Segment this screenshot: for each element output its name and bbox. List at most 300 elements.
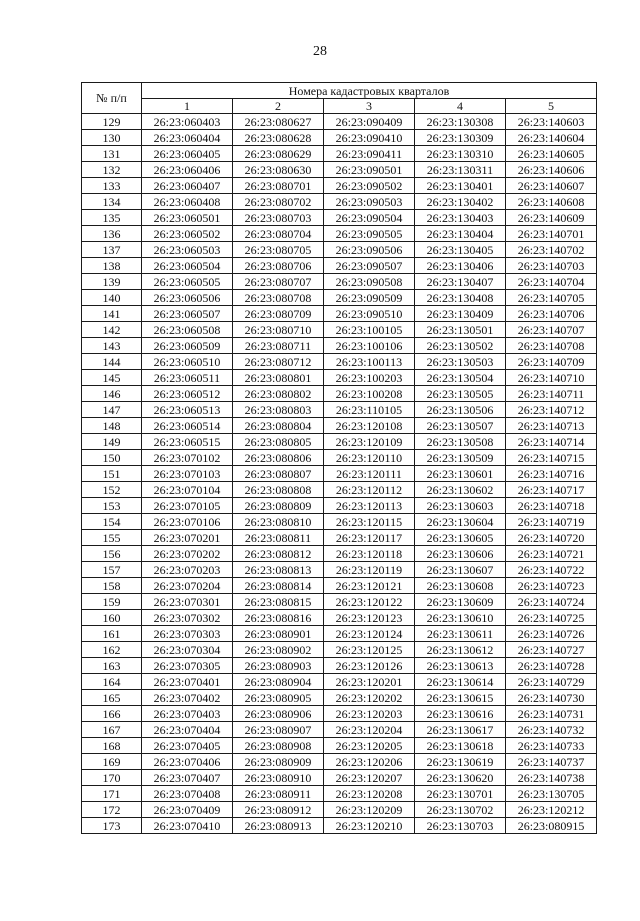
quarter-cell-col1: 26:23:060501 [142, 210, 233, 226]
quarter-cell-col5: 26:23:080915 [506, 818, 597, 834]
row-number-cell: 142 [82, 322, 142, 338]
quarter-cell-col1: 26:23:060513 [142, 402, 233, 418]
quarter-cell-col2: 26:23:080805 [233, 434, 324, 450]
row-number-cell: 168 [82, 738, 142, 754]
row-number-cell: 135 [82, 210, 142, 226]
quarter-cell-col1: 26:23:060502 [142, 226, 233, 242]
row-number-cell: 144 [82, 354, 142, 370]
quarter-cell-col3: 26:23:120123 [324, 610, 415, 626]
quarter-cell-col1: 26:23:070106 [142, 514, 233, 530]
quarter-cell-col1: 26:23:060403 [142, 114, 233, 130]
quarter-cell-col4: 26:23:130507 [415, 418, 506, 434]
quarter-cell-col4: 26:23:130504 [415, 370, 506, 386]
row-number-cell: 129 [82, 114, 142, 130]
quarter-cell-col2: 26:23:080630 [233, 162, 324, 178]
quarter-cell-col2: 26:23:080901 [233, 626, 324, 642]
quarter-cell-col4: 26:23:130612 [415, 642, 506, 658]
row-number-cell: 155 [82, 530, 142, 546]
quarter-cell-col3: 26:23:120115 [324, 514, 415, 530]
quarter-cell-col1: 26:23:070404 [142, 722, 233, 738]
quarter-cell-col4: 26:23:130606 [415, 546, 506, 562]
table-row [82, 754, 597, 770]
quarter-cell-col4: 26:23:130609 [415, 594, 506, 610]
quarter-cell-col4: 26:23:130617 [415, 722, 506, 738]
quarter-cell-col2: 26:23:080808 [233, 482, 324, 498]
quarter-cell-col4: 26:23:130608 [415, 578, 506, 594]
table-row [82, 722, 597, 738]
table-row [82, 562, 597, 578]
quarter-cell-col2: 26:23:080908 [233, 738, 324, 754]
quarter-cell-col2: 26:23:080710 [233, 322, 324, 338]
quarter-cell-col4: 26:23:130602 [415, 482, 506, 498]
table-row [82, 674, 597, 690]
table-row [82, 610, 597, 626]
quarter-cell-col4: 26:23:130310 [415, 146, 506, 162]
quarter-cell-col2: 26:23:080807 [233, 466, 324, 482]
table-row [82, 114, 597, 130]
row-number-cell: 134 [82, 194, 142, 210]
quarter-cell-col5: 26:23:140715 [506, 450, 597, 466]
quarter-cell-col5: 26:23:140719 [506, 514, 597, 530]
row-number-cell: 146 [82, 386, 142, 402]
quarter-cell-col4: 26:23:130311 [415, 162, 506, 178]
table-body [82, 114, 597, 834]
table-row [82, 146, 597, 162]
table-row [82, 642, 597, 658]
table-row [82, 818, 597, 834]
quarter-cell-col4: 26:23:130502 [415, 338, 506, 354]
quarter-cell-col3: 26:23:090508 [324, 274, 415, 290]
quarter-cell-col2: 26:23:080904 [233, 674, 324, 690]
table-row [82, 322, 597, 338]
quarter-cell-col3: 26:23:100113 [324, 354, 415, 370]
quarter-cell-col5: 26:23:130705 [506, 786, 597, 802]
column-header: 2 [233, 99, 324, 114]
quarter-cell-col4: 26:23:130607 [415, 562, 506, 578]
quarter-cell-col1: 26:23:070407 [142, 770, 233, 786]
quarter-cell-col5: 26:23:140702 [506, 242, 597, 258]
quarter-cell-col4: 26:23:130702 [415, 802, 506, 818]
quarter-cell-col5: 26:23:140728 [506, 658, 597, 674]
quarter-cell-col2: 26:23:080704 [233, 226, 324, 242]
row-number-cell: 154 [82, 514, 142, 530]
quarter-cell-col3: 26:23:090507 [324, 258, 415, 274]
quarter-cell-col1: 26:23:070201 [142, 530, 233, 546]
quarter-cell-col5: 26:23:140709 [506, 354, 597, 370]
row-number-cell: 157 [82, 562, 142, 578]
row-number-cell: 130 [82, 130, 142, 146]
quarter-cell-col2: 26:23:080707 [233, 274, 324, 290]
quarter-cell-col3: 26:23:120118 [324, 546, 415, 562]
quarter-cell-col1: 26:23:060407 [142, 178, 233, 194]
quarter-cell-col4: 26:23:130614 [415, 674, 506, 690]
quarter-cell-col1: 26:23:060503 [142, 242, 233, 258]
quarter-cell-col3: 26:23:120206 [324, 754, 415, 770]
quarter-cell-col1: 26:23:060506 [142, 290, 233, 306]
quarter-cell-col1: 26:23:070303 [142, 626, 233, 642]
quarter-cell-col1: 26:23:070301 [142, 594, 233, 610]
quarter-cell-col1: 26:23:060511 [142, 370, 233, 386]
quarter-cell-col5: 26:23:140721 [506, 546, 597, 562]
quarter-cell-col4: 26:23:130610 [415, 610, 506, 626]
quarter-cell-col1: 26:23:060404 [142, 130, 233, 146]
table-row [82, 770, 597, 786]
quarter-cell-col2: 26:23:080811 [233, 530, 324, 546]
quarter-cell-col1: 26:23:060508 [142, 322, 233, 338]
table-row [82, 466, 597, 482]
quarter-cell-col2: 26:23:080711 [233, 338, 324, 354]
row-number-cell: 169 [82, 754, 142, 770]
table-row [82, 482, 597, 498]
quarter-cell-col3: 26:23:090510 [324, 306, 415, 322]
quarter-cell-col2: 26:23:080803 [233, 402, 324, 418]
quarter-cell-col2: 26:23:080628 [233, 130, 324, 146]
row-number-cell: 152 [82, 482, 142, 498]
quarter-cell-col3: 26:23:090504 [324, 210, 415, 226]
row-number-cell: 148 [82, 418, 142, 434]
quarter-cell-col3: 26:23:100203 [324, 370, 415, 386]
table-row [82, 178, 597, 194]
quarter-cell-col5: 26:23:140733 [506, 738, 597, 754]
quarter-cell-col3: 26:23:100105 [324, 322, 415, 338]
quarter-cell-col5: 26:23:140730 [506, 690, 597, 706]
quarter-cell-col2: 26:23:080627 [233, 114, 324, 130]
quarter-cell-col3: 26:23:120110 [324, 450, 415, 466]
row-number-cell: 166 [82, 706, 142, 722]
quarter-cell-col5: 26:23:140712 [506, 402, 597, 418]
quarter-cell-col4: 26:23:130619 [415, 754, 506, 770]
row-number-cell: 150 [82, 450, 142, 466]
quarter-cell-col2: 26:23:080810 [233, 514, 324, 530]
quarter-cell-col2: 26:23:080815 [233, 594, 324, 610]
quarter-cell-col5: 26:23:140603 [506, 114, 597, 130]
quarters-group-header: Номера кадастровых кварталов [142, 83, 597, 99]
row-number-cell: 173 [82, 818, 142, 834]
table-row [82, 290, 597, 306]
quarter-cell-col1: 26:23:070302 [142, 610, 233, 626]
quarter-cell-col5: 26:23:140718 [506, 498, 597, 514]
table-header [82, 83, 597, 114]
column-header: 4 [415, 99, 506, 114]
quarter-cell-col4: 26:23:130503 [415, 354, 506, 370]
quarter-cell-col2: 26:23:080910 [233, 770, 324, 786]
quarter-cell-col5: 26:23:140604 [506, 130, 597, 146]
table-row [82, 706, 597, 722]
quarter-cell-col5: 26:23:140716 [506, 466, 597, 482]
table-row [82, 802, 597, 818]
quarter-cell-col4: 26:23:130404 [415, 226, 506, 242]
quarter-cell-col5: 26:23:140705 [506, 290, 597, 306]
row-number-cell: 170 [82, 770, 142, 786]
quarter-cell-col4: 26:23:130409 [415, 306, 506, 322]
row-number-cell: 164 [82, 674, 142, 690]
quarter-cell-col5: 26:23:140707 [506, 322, 597, 338]
quarter-cell-col2: 26:23:080816 [233, 610, 324, 626]
table-row [82, 210, 597, 226]
quarter-cell-col5: 26:23:140729 [506, 674, 597, 690]
table-row [82, 386, 597, 402]
table-row [82, 498, 597, 514]
quarter-cell-col2: 26:23:080909 [233, 754, 324, 770]
quarter-cell-col3: 26:23:120122 [324, 594, 415, 610]
quarter-cell-col2: 26:23:080912 [233, 802, 324, 818]
quarter-cell-col2: 26:23:080804 [233, 418, 324, 434]
quarter-cell-col3: 26:23:090506 [324, 242, 415, 258]
quarter-cell-col5: 26:23:140738 [506, 770, 597, 786]
quarter-cell-col2: 26:23:080903 [233, 658, 324, 674]
row-number-cell: 133 [82, 178, 142, 194]
row-number-cell: 149 [82, 434, 142, 450]
quarter-cell-col2: 26:23:080813 [233, 562, 324, 578]
quarter-cell-col5: 26:23:140606 [506, 162, 597, 178]
table-row [82, 354, 597, 370]
quarter-cell-col3: 26:23:120208 [324, 786, 415, 802]
quarter-cell-col3: 26:23:120204 [324, 722, 415, 738]
quarter-cell-col3: 26:23:120203 [324, 706, 415, 722]
quarter-cell-col4: 26:23:130405 [415, 242, 506, 258]
quarter-cell-col1: 26:23:070410 [142, 818, 233, 834]
quarter-cell-col2: 26:23:080907 [233, 722, 324, 738]
quarter-cell-col4: 26:23:130403 [415, 210, 506, 226]
table-row [82, 530, 597, 546]
quarter-cell-col3: 26:23:090409 [324, 114, 415, 130]
row-number-cell: 132 [82, 162, 142, 178]
table-row [82, 578, 597, 594]
quarter-cell-col1: 26:23:070105 [142, 498, 233, 514]
quarter-cell-col1: 26:23:070104 [142, 482, 233, 498]
quarter-cell-col5: 26:23:140605 [506, 146, 597, 162]
quarter-cell-col5: 26:23:140724 [506, 594, 597, 610]
table-row [82, 242, 597, 258]
quarter-cell-col2: 26:23:080809 [233, 498, 324, 514]
quarter-cell-col5: 26:23:140704 [506, 274, 597, 290]
quarter-cell-col4: 26:23:130703 [415, 818, 506, 834]
quarter-cell-col5: 26:23:140717 [506, 482, 597, 498]
quarter-cell-col2: 26:23:080814 [233, 578, 324, 594]
quarter-cell-col1: 26:23:070403 [142, 706, 233, 722]
quarter-cell-col3: 26:23:120112 [324, 482, 415, 498]
quarter-cell-col2: 26:23:080911 [233, 786, 324, 802]
column-header: 3 [324, 99, 415, 114]
row-number-cell: 156 [82, 546, 142, 562]
quarter-cell-col4: 26:23:130613 [415, 658, 506, 674]
quarter-cell-col5: 26:23:140607 [506, 178, 597, 194]
table-row [82, 306, 597, 322]
quarter-cell-col1: 26:23:060515 [142, 434, 233, 450]
row-number-cell: 139 [82, 274, 142, 290]
row-number-cell: 140 [82, 290, 142, 306]
quarter-cell-col5: 26:23:140723 [506, 578, 597, 594]
table-row [82, 194, 597, 210]
quarter-cell-col5: 26:23:140608 [506, 194, 597, 210]
quarter-cell-col5: 26:23:140714 [506, 434, 597, 450]
table-row [82, 402, 597, 418]
quarter-cell-col5: 26:23:140708 [506, 338, 597, 354]
quarter-cell-col2: 26:23:080701 [233, 178, 324, 194]
quarter-cell-col4: 26:23:130509 [415, 450, 506, 466]
table-row [82, 434, 597, 450]
row-number-cell: 145 [82, 370, 142, 386]
quarter-cell-col4: 26:23:130402 [415, 194, 506, 210]
quarter-cell-col1: 26:23:060406 [142, 162, 233, 178]
row-number-cell: 171 [82, 786, 142, 802]
row-number-cell: 160 [82, 610, 142, 626]
quarter-cell-col3: 26:23:090505 [324, 226, 415, 242]
quarter-cell-col5: 26:23:140726 [506, 626, 597, 642]
quarter-cell-col2: 26:23:080712 [233, 354, 324, 370]
quarter-cell-col5: 26:23:140722 [506, 562, 597, 578]
quarter-cell-col1: 26:23:060509 [142, 338, 233, 354]
row-number-cell: 153 [82, 498, 142, 514]
quarter-cell-col3: 26:23:120210 [324, 818, 415, 834]
quarter-cell-col3: 26:23:120113 [324, 498, 415, 514]
table-row [82, 130, 597, 146]
quarter-cell-col5: 26:23:140713 [506, 418, 597, 434]
quarter-cell-col4: 26:23:130309 [415, 130, 506, 146]
row-number-cell: 161 [82, 626, 142, 642]
table-row [82, 690, 597, 706]
table-row [82, 258, 597, 274]
quarter-cell-col5: 26:23:140731 [506, 706, 597, 722]
table-row [82, 514, 597, 530]
quarter-cell-col3: 26:23:120207 [324, 770, 415, 786]
quarter-cell-col3: 26:23:120119 [324, 562, 415, 578]
quarter-cell-col5: 26:23:140703 [506, 258, 597, 274]
quarter-cell-col1: 26:23:070102 [142, 450, 233, 466]
quarter-cell-col1: 26:23:070406 [142, 754, 233, 770]
quarter-cell-col1: 26:23:070204 [142, 578, 233, 594]
quarter-cell-col4: 26:23:130406 [415, 258, 506, 274]
quarter-cell-col2: 26:23:080706 [233, 258, 324, 274]
quarter-cell-col1: 26:23:070409 [142, 802, 233, 818]
quarter-cell-col5: 26:23:140711 [506, 386, 597, 402]
quarter-cell-col1: 26:23:070202 [142, 546, 233, 562]
quarter-cell-col3: 26:23:120202 [324, 690, 415, 706]
quarter-cell-col4: 26:23:130508 [415, 434, 506, 450]
quarter-cell-col5: 26:23:140732 [506, 722, 597, 738]
quarter-cell-col2: 26:23:080913 [233, 818, 324, 834]
quarter-cell-col1: 26:23:070304 [142, 642, 233, 658]
quarter-cell-col3: 26:23:120126 [324, 658, 415, 674]
quarter-cell-col5: 26:23:140725 [506, 610, 597, 626]
quarter-cell-col1: 26:23:070402 [142, 690, 233, 706]
quarter-cell-col3: 26:23:120201 [324, 674, 415, 690]
quarter-cell-col2: 26:23:080703 [233, 210, 324, 226]
quarter-cell-col2: 26:23:080708 [233, 290, 324, 306]
quarter-cell-col4: 26:23:130506 [415, 402, 506, 418]
quarter-cell-col3: 26:23:090501 [324, 162, 415, 178]
row-number-cell: 141 [82, 306, 142, 322]
quarter-cell-col5: 26:23:140710 [506, 370, 597, 386]
quarter-cell-col5: 26:23:120212 [506, 802, 597, 818]
quarter-cell-col3: 26:23:110105 [324, 402, 415, 418]
quarter-cell-col3: 26:23:120205 [324, 738, 415, 754]
quarter-cell-col2: 26:23:080905 [233, 690, 324, 706]
table-row [82, 418, 597, 434]
quarter-cell-col2: 26:23:080812 [233, 546, 324, 562]
quarter-cell-col4: 26:23:130501 [415, 322, 506, 338]
quarter-cell-col3: 26:23:120108 [324, 418, 415, 434]
quarter-cell-col3: 26:23:120125 [324, 642, 415, 658]
quarter-cell-col4: 26:23:130601 [415, 466, 506, 482]
quarter-cell-col3: 26:23:100208 [324, 386, 415, 402]
row-number-cell: 167 [82, 722, 142, 738]
row-number-cell: 138 [82, 258, 142, 274]
quarter-cell-col3: 26:23:120124 [324, 626, 415, 642]
quarter-cell-col3: 26:23:120209 [324, 802, 415, 818]
quarter-cell-col5: 26:23:140720 [506, 530, 597, 546]
quarter-cell-col3: 26:23:120117 [324, 530, 415, 546]
quarter-cell-col4: 26:23:130616 [415, 706, 506, 722]
quarter-cell-col4: 26:23:130604 [415, 514, 506, 530]
quarter-cell-col1: 26:23:060505 [142, 274, 233, 290]
row-number-cell: 131 [82, 146, 142, 162]
quarter-cell-col3: 26:23:090509 [324, 290, 415, 306]
quarter-cell-col3: 26:23:090502 [324, 178, 415, 194]
quarter-cell-col4: 26:23:130603 [415, 498, 506, 514]
quarter-cell-col4: 26:23:130408 [415, 290, 506, 306]
row-number-cell: 147 [82, 402, 142, 418]
quarter-cell-col3: 26:23:100106 [324, 338, 415, 354]
row-number-cell: 136 [82, 226, 142, 242]
cadastral-table [81, 82, 597, 834]
quarter-cell-col4: 26:23:130407 [415, 274, 506, 290]
row-number-cell: 172 [82, 802, 142, 818]
quarter-cell-col4: 26:23:130605 [415, 530, 506, 546]
quarter-cell-col1: 26:23:070401 [142, 674, 233, 690]
row-number-cell: 158 [82, 578, 142, 594]
row-number-cell: 137 [82, 242, 142, 258]
table-row [82, 786, 597, 802]
quarter-cell-col2: 26:23:080802 [233, 386, 324, 402]
quarter-cell-col2: 26:23:080801 [233, 370, 324, 386]
row-number-cell: 165 [82, 690, 142, 706]
quarter-cell-col5: 26:23:140706 [506, 306, 597, 322]
quarter-cell-col3: 26:23:120111 [324, 466, 415, 482]
column-header: 1 [142, 99, 233, 114]
quarter-cell-col5: 26:23:140727 [506, 642, 597, 658]
row-number-cell: 151 [82, 466, 142, 482]
row-number-header: № п/п [82, 83, 142, 114]
quarter-cell-col2: 26:23:080702 [233, 194, 324, 210]
quarter-cell-col1: 26:23:060405 [142, 146, 233, 162]
row-number-cell: 162 [82, 642, 142, 658]
quarter-cell-col4: 26:23:130618 [415, 738, 506, 754]
page-number: 28 [313, 44, 327, 59]
quarter-cell-col2: 26:23:080806 [233, 450, 324, 466]
row-number-cell: 159 [82, 594, 142, 610]
table-row [82, 274, 597, 290]
quarter-cell-col4: 26:23:130505 [415, 386, 506, 402]
table-row [82, 546, 597, 562]
quarter-cell-col1: 26:23:070405 [142, 738, 233, 754]
table-row [82, 594, 597, 610]
quarter-cell-col3: 26:23:120109 [324, 434, 415, 450]
quarter-cell-col1: 26:23:060408 [142, 194, 233, 210]
quarter-cell-col3: 26:23:120121 [324, 578, 415, 594]
table-row [82, 626, 597, 642]
quarter-cell-col4: 26:23:130611 [415, 626, 506, 642]
quarter-cell-col2: 26:23:080629 [233, 146, 324, 162]
quarter-cell-col2: 26:23:080705 [233, 242, 324, 258]
quarter-cell-col3: 26:23:090410 [324, 130, 415, 146]
quarter-cell-col1: 26:23:070103 [142, 466, 233, 482]
quarter-cell-col5: 26:23:140609 [506, 210, 597, 226]
quarter-cell-col5: 26:23:140701 [506, 226, 597, 242]
row-number-cell: 143 [82, 338, 142, 354]
table-row [82, 226, 597, 242]
column-header: 5 [506, 99, 597, 114]
